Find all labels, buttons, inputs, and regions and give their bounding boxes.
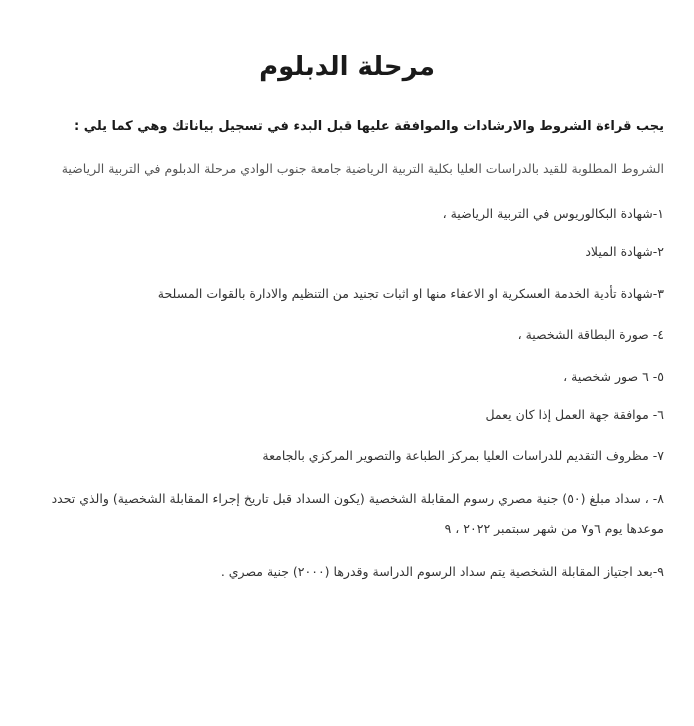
requirement-item-9: ٩-بعد اجتياز المقابلة الشخصية يتم سداد الرسوم الدراسة وقدرها (٢٠٠٠) جنية مصري . [220,564,664,579]
requirements-heading: الشروط المطلوبة للقيد بالدراسات العليا بكلية التربية الرياضية جامعة جنوب الوادي مرحلة الدبلوم في التربية الرياضية [61,161,664,176]
requirement-item-8-continued: موعدها يوم ٦و٧ من شهر سبتمبر ٢٠٢٢ ، ٩ [444,521,664,536]
requirement-item-8: ٨- ، سداد مبلغ (٥٠) جنية مصري رسوم المقابلة الشخصية (يكون السداد قبل تاريخ إجراء المقابلة الشخصية) والذي تحدد [51,491,664,506]
requirement-item-2: ٢-شهادة الميلاد [585,244,664,259]
requirement-item-6: ٦- موافقة جهة العمل إذا كان يعمل [485,407,664,422]
requirement-item-5: ٥- ٦ صور شخصية ، [563,369,664,384]
requirement-item-1: ١-شهادة البكالوريوس في التربية الرياضية ، [442,206,664,221]
requirement-item-4: ٤- صورة البطاقة الشخصية ، [517,327,664,342]
requirement-item-3: ٣-شهادة تأدية الخدمة العسكرية او الاعفاء منها او اثبات تجنيد من التنظيم والادارة بالقوات المسلحة [157,286,664,301]
requirement-item-7: ٧- مظروف التقديم للدراسات العليا بمركز الطباعة والتصوير المركزي بالجامعة [262,448,664,463]
intro-text: يجب قراءة الشروط والارشادات والموافقة عليها قبل البدء في تسجيل بياناتك وهي كما يلي : [73,119,664,134]
page-title: مرحلة الدبلوم [259,52,435,82]
